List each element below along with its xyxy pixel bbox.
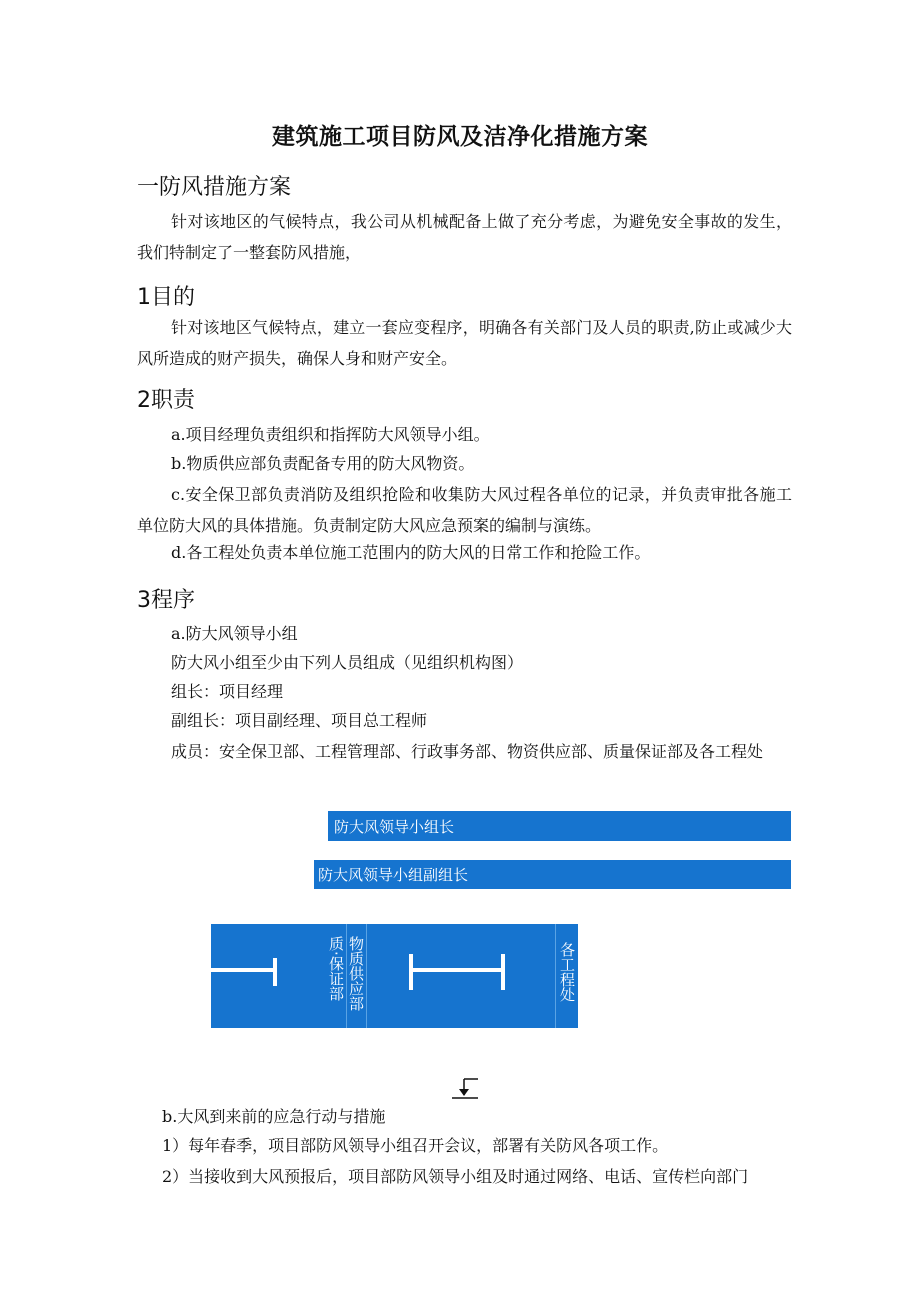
down-arrow-icon <box>450 1077 480 1101</box>
duty-a: a.项目经理负责组织和指挥防大风领导小组。 <box>171 425 490 444</box>
dept-supply-label: 物质供应部 <box>347 936 365 1011</box>
duty-d: d.各工程处负责本单位施工范围内的防大风的日常工作和抢险工作。 <box>171 543 651 562</box>
procedure-a: a.防大风领导小组 <box>171 624 298 643</box>
procedure-b: b.大风到来前的应急行动与措施 <box>162 1107 386 1126</box>
heading-duties: 2职责 <box>137 388 195 413</box>
dept-quality-label: 质·保证部 <box>327 936 345 1001</box>
connector-right-bar <box>409 968 505 972</box>
procedure-members: 成员：安全保卫部、工程管理部、行政事务部、物资供应部、质量保证部及各工程处 <box>171 742 764 761</box>
divider-3 <box>555 924 556 1028</box>
duty-c: c.安全保卫部负责消防及组织抢险和收集防大风过程各单位的记录，并负责审批各施工单位防大风的具体措施。负责制定防大风应急预案的编制与演练。 <box>137 485 792 535</box>
procedure-leader: 组长：项目经理 <box>171 682 284 701</box>
connector-right-left-stem <box>409 954 413 990</box>
purpose-paragraph: 针对该地区气候特点，建立一套应变程序，明确各有关部门及人员的职责,防止或减少大风所造成的财产损失，确保人身和财产安全。 <box>137 318 792 368</box>
heading-purpose: 1目的 <box>137 285 195 310</box>
org-leader-box: 防大风领导小组长 <box>328 811 791 841</box>
procedure-composition: 防大风小组至少由下列人员组成（见组织机构图） <box>171 653 524 672</box>
org-departments-panel <box>211 924 578 1028</box>
divider-2 <box>366 924 367 1028</box>
section-heading-windproof: 一防风措施方案 <box>137 175 292 200</box>
intro-paragraph: 针对该地区的气候特点，我公司从机械配备上做了充分考虑，为避免安全事故的发生，我们特制定了一整套防风措施， <box>137 212 792 262</box>
procedure-deputy: 副组长：项目副经理、项目总工程师 <box>171 711 428 730</box>
document-title: 建筑施工项目防风及洁净化措施方案 <box>272 124 648 150</box>
heading-procedure: 3程序 <box>137 588 195 613</box>
org-deputy-box: 防大风领导小组副组长 <box>314 860 791 889</box>
duty-b: b.物质供应部负责配备专用的防大风物资。 <box>171 454 475 473</box>
connector-left-top <box>211 968 273 972</box>
procedure-item-2: 2）当接收到大风预报后，项目部防风领导小组及时通过网络、电话、宣传栏向部门 <box>162 1167 749 1186</box>
connector-left-stem <box>273 958 277 986</box>
connector-right-right-stem <box>501 954 505 990</box>
dept-field-label: 各工程处 <box>558 942 576 1002</box>
procedure-item-1: 1）每年春季，项目部防风领导小组召开会议，部署有关防风各项工作。 <box>162 1136 669 1155</box>
